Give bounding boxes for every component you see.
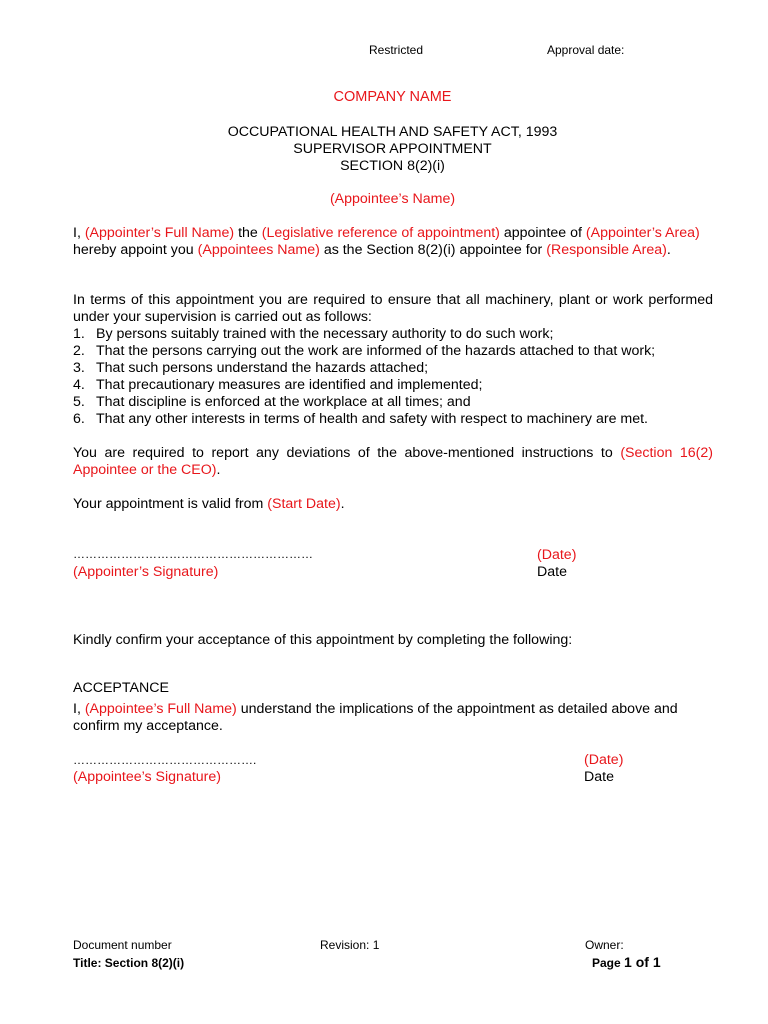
classification-label: Restricted bbox=[369, 43, 424, 57]
report-paragraph bbox=[73, 445, 713, 479]
section-title: SECTION 8(2)(i) bbox=[340, 158, 445, 174]
appointee-full-name-placeholder: (Appointee’s Full Name) bbox=[84, 701, 237, 717]
report-text: . bbox=[216, 462, 221, 478]
confirm-instruction: Kindly confirm your acceptance of this appointment by completing the following: bbox=[73, 632, 573, 648]
appointee-signature-line: ………………………………………. bbox=[73, 753, 257, 767]
validity-text: . bbox=[340, 496, 345, 512]
legislative-reference-placeholder: (Legislative reference of appointment) bbox=[261, 225, 500, 241]
page-current: 1 bbox=[624, 954, 632, 970]
validity-paragraph bbox=[73, 496, 714, 513]
list-number: 5. bbox=[73, 394, 85, 410]
appointee-date-placeholder: (Date) bbox=[584, 752, 624, 768]
list-number: 1. bbox=[73, 326, 85, 342]
appointer-signature-label: (Appointer’s Signature) bbox=[73, 564, 219, 580]
list-item bbox=[73, 343, 733, 360]
appointee-name-placeholder: (Appointee’s Name) bbox=[329, 191, 456, 207]
appointer-date-label: Date bbox=[537, 564, 567, 580]
list-number: 6. bbox=[73, 411, 85, 427]
list-text: That such persons understand the hazards attached; bbox=[96, 360, 429, 376]
list-item bbox=[73, 377, 733, 394]
list-text: That discipline is enforced at the workplace at all times; and bbox=[96, 394, 471, 410]
list-text: That the persons carrying out the work are informed of the hazards attached to that work; bbox=[96, 343, 656, 359]
terms-intro: In terms of this appointment you are required to ensure that all machinery, plant or work performed under your supervision is carried out as follows: bbox=[73, 292, 713, 325]
appointment-title: SUPERVISOR APPOINTMENT bbox=[293, 141, 492, 157]
appointer-signature-line: …………………………………………………… bbox=[73, 547, 313, 561]
page-prefix: Page bbox=[592, 956, 625, 970]
intro-text: I, bbox=[73, 225, 85, 241]
list-item bbox=[73, 411, 733, 428]
intro-text: . bbox=[666, 242, 671, 258]
acceptance-text: I, bbox=[73, 701, 85, 717]
page-total: 1 bbox=[652, 954, 661, 970]
act-title: OCCUPATIONAL HEALTH AND SAFETY ACT, 1993 bbox=[227, 124, 558, 140]
list-item bbox=[73, 394, 733, 411]
list-text: By persons suitably trained with the necessary authority to do such work; bbox=[96, 326, 554, 342]
approval-date-label: Approval date: bbox=[547, 43, 625, 57]
list-text: That any other interests in terms of health and safety with respect to machinery are met. bbox=[96, 411, 648, 427]
acceptance-text: understand the implications of the appointment as detailed above and confirm my acceptance. bbox=[73, 701, 678, 734]
list-text: That precautionary measures are identified and implemented; bbox=[96, 377, 483, 393]
page-of: of bbox=[631, 954, 653, 970]
acceptance-heading: ACCEPTANCE bbox=[73, 680, 169, 696]
list-item bbox=[73, 326, 733, 343]
appointee-date-label: Date bbox=[584, 769, 614, 785]
company-name: COMPANY NAME bbox=[333, 89, 452, 105]
acceptance-paragraph bbox=[73, 701, 713, 735]
page-number bbox=[592, 954, 661, 970]
appointee-signature-label: (Appointee’s Signature) bbox=[73, 769, 222, 785]
intro-text: as the Section 8(2)(i) appointee for bbox=[319, 242, 547, 258]
footer-title: Title: Section 8(2)(i) bbox=[73, 956, 185, 970]
owner-label: Owner: bbox=[585, 938, 624, 952]
list-number: 4. bbox=[73, 377, 85, 393]
intro-text: appointee of bbox=[499, 225, 586, 241]
intro-text: hereby appoint you bbox=[73, 242, 198, 258]
appointer-area-placeholder: (Appointer’s Area) bbox=[585, 225, 700, 241]
start-date-placeholder: (Start Date) bbox=[267, 496, 341, 512]
revision-label: Revision: 1 bbox=[320, 938, 380, 952]
validity-text: Your appointment is valid from bbox=[73, 496, 268, 512]
report-text: You are required to report any deviations of the above-mentioned instructions to bbox=[73, 445, 621, 461]
responsible-area-placeholder: (Responsible Area) bbox=[546, 242, 667, 258]
conditions-list bbox=[73, 326, 733, 428]
report-target-placeholder: (Section 16(2) Appointee or the CEO) bbox=[73, 445, 714, 478]
list-number: 3. bbox=[73, 360, 85, 376]
appointer-date-placeholder: (Date) bbox=[537, 547, 577, 563]
appointer-full-name-placeholder: (Appointer’s Full Name) bbox=[84, 225, 235, 241]
appointees-name-placeholder: (Appointees Name) bbox=[197, 242, 320, 258]
intro-paragraph bbox=[73, 225, 714, 259]
list-item bbox=[73, 360, 733, 377]
intro-text: the bbox=[234, 225, 262, 241]
document-number-label: Document number bbox=[73, 938, 172, 952]
list-number: 2. bbox=[73, 343, 85, 359]
